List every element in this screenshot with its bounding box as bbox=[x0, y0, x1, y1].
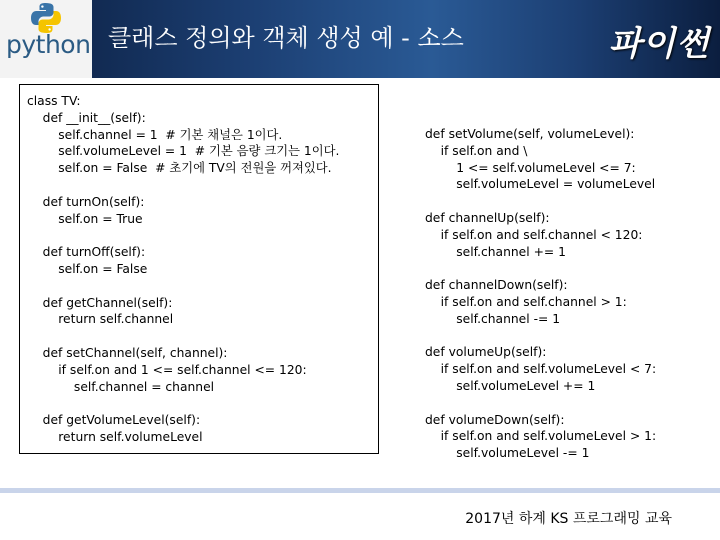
footer-divider bbox=[0, 488, 720, 493]
brand-title: 파이썬 bbox=[608, 24, 710, 64]
header-banner bbox=[0, 0, 720, 78]
code-block-right: def setVolume(self, volumeLevel): if self.on and \ 1 <= self.volumeLevel <= 7: self.volumeLevel = volumeLevel def channelUp(self): if self.on and self.channel < 120: self.channel += 1 def channelDown(self): if self.on and self.channel > 1: self.channel -= 1 def volumeUp(self): if self.on and self.volumeLevel < 7: self.volumeLevel += 1 def volumeDown(self): if self.on and self.volumeLevel > 1: self.volumeLevel -= 1 bbox=[425, 127, 657, 461]
python-logo bbox=[0, 0, 92, 78]
code-block-left: class TV: def __init__(self): self.channel = 1 # 기본 채널은 1이다. self.volumeLevel = 1 # 기본 음량 크기는 1이다. self.on = False # 초기에 TV의 전원을 꺼져있다. def turnOn(self): self.on = True def turnOff(self): self.on = False def getChannel(self): return self.channel def setChannel(self, channel): if self.on and 1 <= self.channel <= 120: self.channel = channel def getVolumeLevel(self): return self.volumeLevel bbox=[27, 94, 340, 444]
logo-wordmark: python bbox=[6, 30, 91, 59]
footer-caption: 2017년 하계 KS 프로그래밍 교육 bbox=[465, 511, 672, 527]
page-title: 클래스 정의와 객체 생성 예 - 소스 bbox=[108, 24, 464, 52]
